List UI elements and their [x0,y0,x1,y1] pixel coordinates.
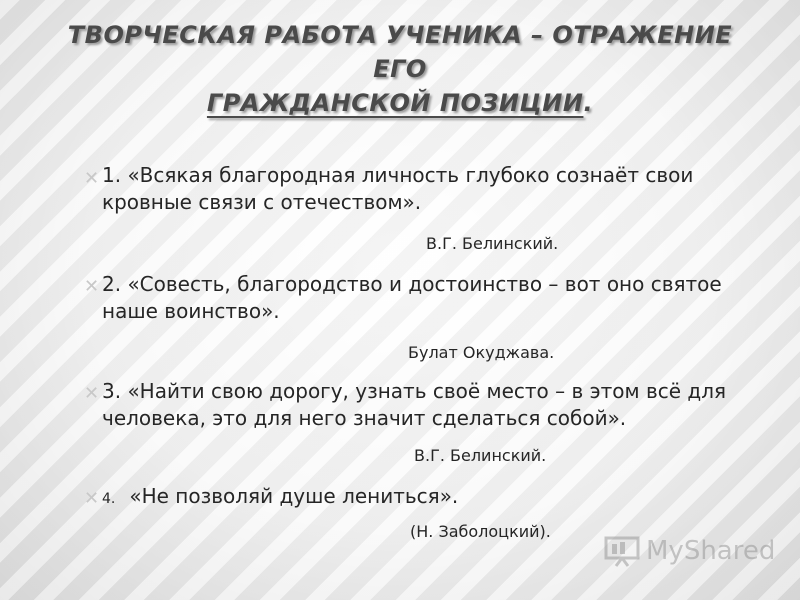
quote-2-author: Булат Окуджава. [408,343,555,362]
quote-1-text: 1. «Всякая благородная личность глубоко сознаёт свои кровные связи с отечеством». [102,163,694,214]
quote-4-number: 4. [102,491,116,507]
title-line-2 [40,86,760,120]
presentation-icon [604,534,640,568]
watermark-text: MyShared [646,536,776,566]
bullet-icon: ✕ [84,383,100,404]
quote-3-text: 3. «Найти свою дорогу, узнать своё место – в этом всё для человека, это для него значит сделаться собой». [102,379,727,430]
slide-title [40,18,760,120]
watermark [604,534,775,568]
bullet-icon: ✕ [84,168,100,189]
quote-2-text: 2. «Совесть, благородство и достоинство – вот оно святое наше воинство». [102,272,722,323]
quote-4 [102,483,762,513]
title-line-2-text: ГРАЖДАНСКОЙ ПОЗИЦИИ [206,89,584,117]
quote-3-author: В.Г. Белинский. [414,446,547,465]
title-line-1: ТВОРЧЕСКАЯ РАБОТА УЧЕНИКА – ОТРАЖЕНИЕ ЕГО [67,21,733,83]
title-dot: . [583,89,594,117]
quote-4-author: (Н. Заболоцкий). [410,522,551,541]
bullet-icon: ✕ [84,276,100,297]
bullet-icon: ✕ [84,488,100,509]
quote-4-text: «Не позволяй душе лениться». [129,484,459,508]
quote-1-author: В.Г. Белинский. [426,234,559,253]
